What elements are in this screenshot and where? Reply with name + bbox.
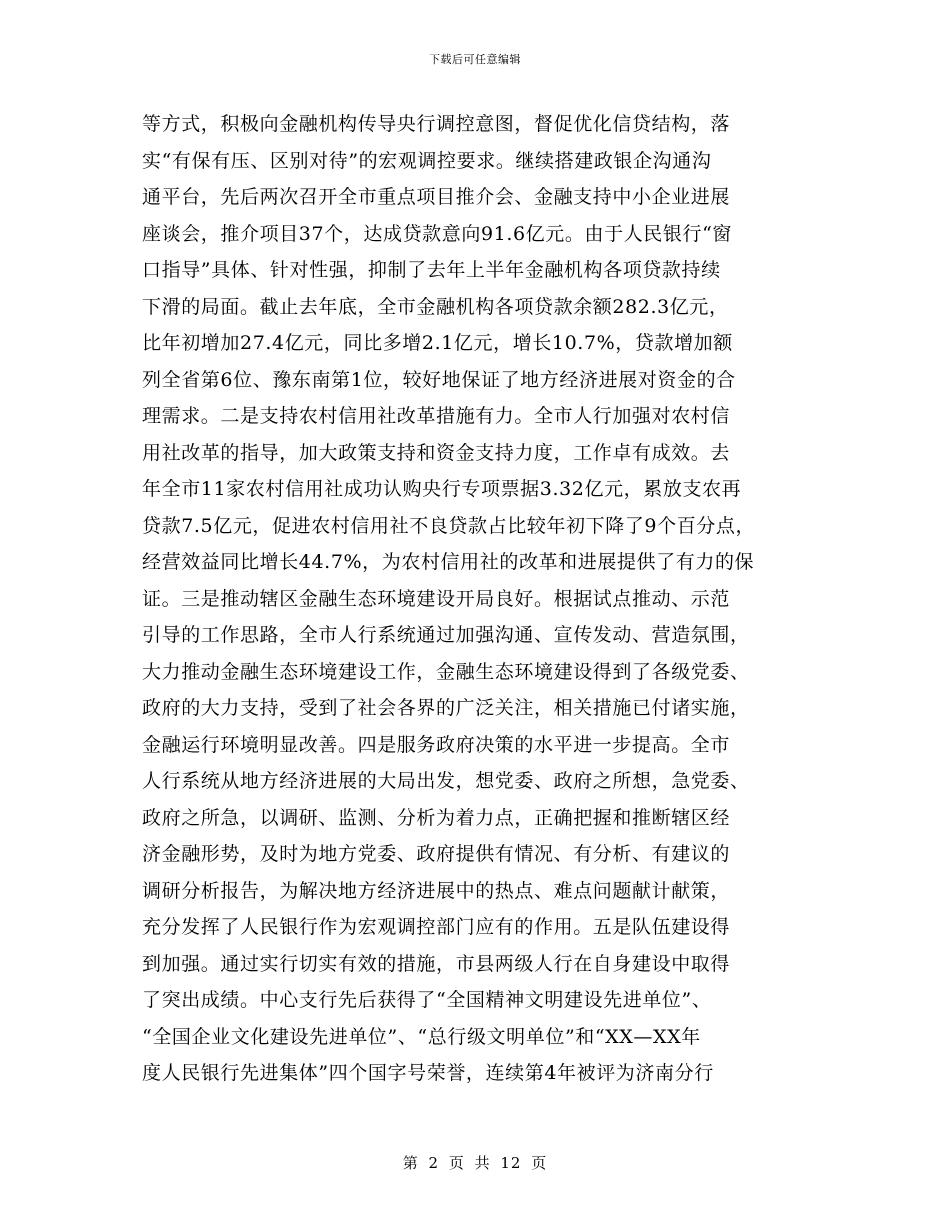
body-line: 列全省第6位、豫东南第1位，较好地保证了地方经济进展对资金的合 [142,368,736,391]
body-line: 下滑的局面。截止去年底，全市金融机构各项贷款余额282.3亿元， [142,295,729,318]
body-line: 度人民银行先进集体”四个国字号荣誉，连续第4年被评为济南分行 [142,1062,714,1084]
body-line: 人行系统从地方经济进展的大局出发，想党委、政府之所想，急党委、 [142,770,750,792]
body-line: 充分发挥了人民银行作为宏观调控部门应有的作用。五是队伍建设得 [142,916,731,938]
body-line: 政府的大力支持，受到了社会各界的广泛关注，相关措施已付诸实施， [142,697,750,719]
body-line: 通平台，先后两次召开全市重点项目推介会、金融支持中小企业进展 [142,186,731,208]
page-header-note: 下载后可任意编辑 [429,53,521,66]
body-line: 金融运行环境明显改善。四是服务政府决策的水平进一步提高。全市 [142,733,731,756]
body-line: 引导的工作思路，全市人行系统通过加强沟通、宣传发动、营造氛围， [142,624,750,646]
body-line: 济金融形势，及时为地方党委、政府提供有情况、有分析、有建议的 [142,843,731,865]
body-line: 比年初增加27.4亿元，同比多增2.1亿元，增长10.7%，贷款增加额 [142,332,733,354]
body-line: 大力推动金融生态环境建设工作，金融生态环境建设得到了各级党委、 [142,660,750,683]
body-line: 了突出成绩。中心支行先后获得了“全国精神文明建设先进单位”、 [142,989,712,1011]
body-line: 口指导”具体、针对性强，抑制了去年上半年金融机构各项贷款持续 [142,259,721,281]
page-number-footer: 第 2 页 共 12 页 [402,1154,548,1172]
body-line: 座谈会，推介项目37个，达成贷款意向91.6亿元。由于人民银行“窗 [142,222,732,245]
body-line: 调研分析报告，为解决地方经济进展中的热点、难点问题献计献策， [142,879,731,902]
body-line: 到加强。通过实行切实有效的措施，市县两级人行在自身建设中取得 [142,952,731,975]
body-line: 贷款7.5亿元，促进农村信用社不良贷款占比较年初下降了9个百分点， [142,514,756,537]
document-body [142,106,832,1092]
body-line: 实“有保有压、区别对待”的宏观调控要求。继续搭建政银企沟通沟 [142,149,712,172]
body-line: 年全市11家农村信用社成功认购央行专项票据3.32亿元，累放支农再 [142,478,742,500]
body-line: 经营效益同比增长44.7%，为农村信用社的改革和进展提供了有力的保 [142,551,755,573]
body-line: 证。三是推动辖区金融生态环境建设开局良好。根据试点推动、示范 [142,587,731,610]
body-line: 等方式，积极向金融机构传导央行调控意图，督促优化信贷结构，落 [142,113,731,135]
body-line: 理需求。二是支持农村信用社改革措施有力。全市人行加强对农村信 [142,405,731,427]
body-line: “全国企业文化建设先进单位”、“总行级文明单位”和“XX—XX年 [142,1025,701,1048]
body-line: 政府之所急，以调研、监测、分析为着力点，正确把握和推断辖区经 [142,806,731,829]
body-line: 用社改革的指导，加大政策支持和资金支持力度，工作卓有成效。去 [142,441,731,464]
